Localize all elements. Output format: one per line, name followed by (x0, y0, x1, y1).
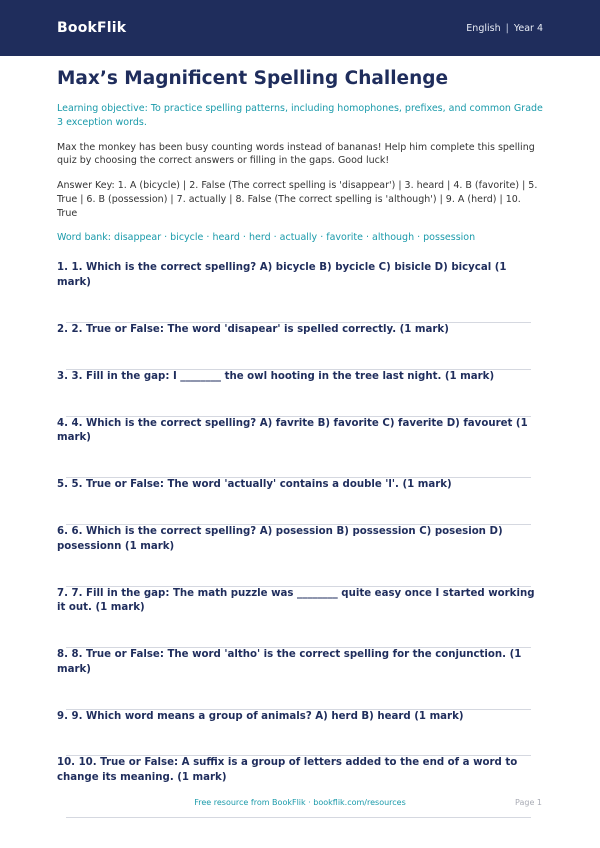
answer-line (66, 817, 531, 818)
page-title: Max’s Magnificent Spelling Challenge (57, 68, 449, 89)
question-1: 1. 1. Which is the correct spelling? A) bicycle B) bycicle C) bisicle D) bicycal (1 mark) (57, 262, 507, 289)
question-2: 2. 2. True or False: The word 'disapear' is spelled correctly. (1 mark) (57, 324, 449, 336)
word-bank: Word bank: disappear · bicycle · heard · herd · actually · favorite · although · possession (57, 232, 476, 244)
question-10: 10. 10. True or False: A suffix is a group of letters added to the end of a word to change its meaning. (1 mark) (57, 757, 518, 784)
question-5: 5. 5. True or False: The word 'actually' contains a double 'l'. (1 mark) (57, 479, 452, 491)
subject-label: English (466, 22, 501, 34)
brand-logo: BookFlik (57, 20, 127, 36)
meta-separator: | (505, 22, 509, 34)
header-meta (466, 23, 543, 34)
page-number: Page 1 (515, 798, 542, 807)
question-3: 3. 3. Fill in the gap: I ________ the owl hooting in the tree last night. (1 mark) (57, 370, 495, 382)
question-6: 6. 6. Which is the correct spelling? A) posession B) possession C) posesion D) posessionn (1 mark) (57, 525, 503, 552)
question-4: 4. 4. Which is the correct spelling? A) favrite B) favorite C) faverite D) favouret (1 mark) (57, 417, 528, 444)
question-list (57, 261, 543, 818)
question-7: 7. 7. Fill in the gap: The math puzzle was ________ quite easy once I started working it out. (1 mark) (57, 587, 535, 614)
question-9: 9. 9. Which word means a group of animals? A) herd B) heard (1 mark) (57, 710, 464, 722)
footer-link[interactable]: Free resource from BookFlik · bookflik.com/resources (194, 798, 406, 807)
question-8: 8. 8. True or False: The word 'altho' is the correct spelling for the conjunction. (1 mark) (57, 649, 522, 675)
learning-objective: Learning objective: To practice spelling patterns, including homophones, prefixes, and common Grade 3 exception words. (57, 103, 543, 128)
intro-text: Max the monkey has been busy counting words instead of bananas! Help him complete this spelling quiz by choosing the correct answers or filling in the gaps. Good luck! (57, 141, 535, 167)
page-header (0, 0, 600, 56)
answer-key: Answer Key: 1. A (bicycle) | 2. False (The correct spelling is 'disappear') | 3. heard | 4. B (favorite) | 5. True | 6. B (possession) | 7. actually | 8. False (The correct spelling is 'although') | 9. A (herd) | 10. True (57, 180, 538, 219)
worksheet-body (0, 67, 600, 818)
year-label: Year 4 (513, 22, 543, 34)
